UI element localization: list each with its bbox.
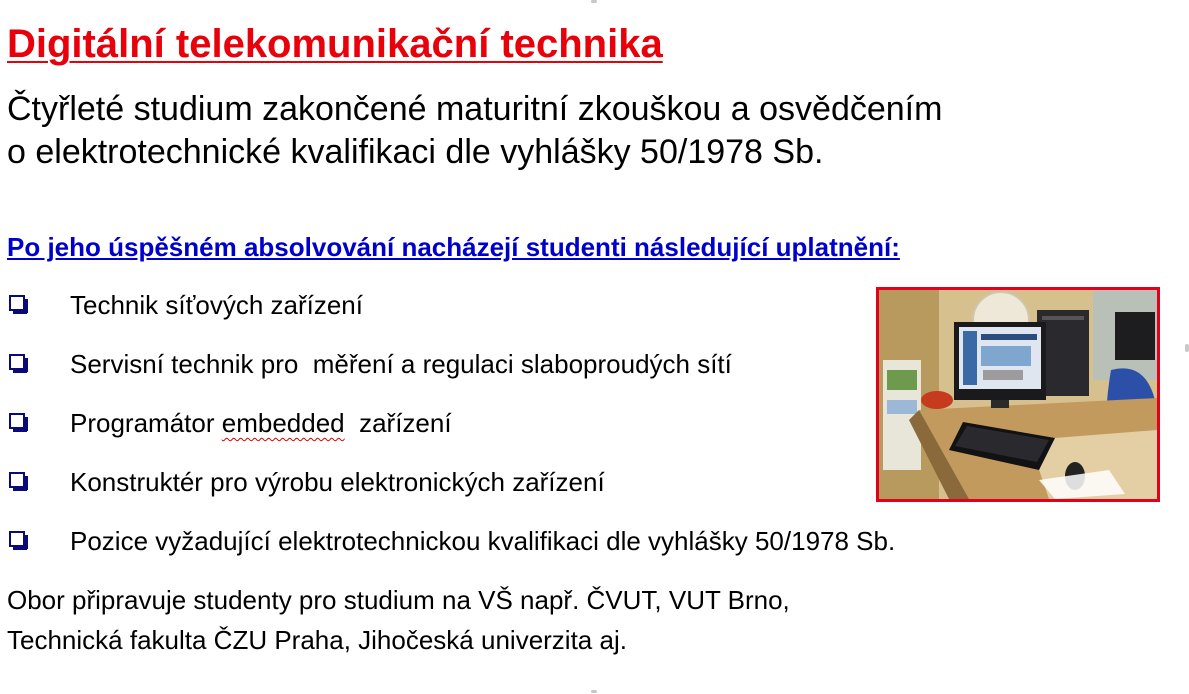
right-edge-marker [1185, 344, 1189, 352]
bullet-text: Servisní technik pro měření a regulaci slaboproudých sítí [70, 349, 732, 379]
spellcheck-marked-word: embedded [221, 408, 345, 438]
bullet-text: Pozice vyžadující elektrotechnickou kvalifikaci dle vyhlášky 50/1978 Sb. [70, 526, 896, 556]
bullet-text: Technik síťových zařízení [70, 290, 363, 320]
computer-workstation-illustration [879, 290, 1157, 499]
top-marker [591, 0, 597, 3]
section-heading: Po jeho úspěšném absolvování nacházejí studenti následující uplatnění: [7, 232, 900, 262]
subtitle-line-1: Čtyřleté studium zakončené maturitní zkouškou a osvědčením [7, 90, 943, 128]
subtitle [7, 88, 1107, 174]
bullet-text-before: Programátor [70, 408, 222, 438]
computer-workstation-photo [876, 287, 1160, 502]
checkbox-bullet-icon [9, 531, 25, 547]
bullet-text [70, 404, 452, 442]
footer-text [7, 580, 790, 660]
footer-line-2: Technická fakulta ČZU Praha, Jihočeská univerzita aj. [7, 625, 627, 655]
subtitle-line-2: o elektrotechnické kvalifikaci dle vyhlášky 50/1978 Sb. [7, 133, 824, 171]
bottom-marker [591, 690, 597, 693]
checkbox-bullet-icon [9, 354, 25, 370]
slide-title: Digitální telekomunikační technika [7, 22, 663, 66]
checkbox-bullet-icon [9, 413, 25, 429]
footer-line-1: Obor připravuje studenty pro studium na VŠ např. ČVUT, VUT Brno, [7, 585, 790, 615]
checkbox-bullet-icon [9, 295, 25, 311]
checkbox-bullet-icon [9, 472, 25, 488]
bullet-text-after: zařízení [344, 408, 452, 438]
bullet-text: Konstruktér pro výrobu elektronických zařízení [70, 467, 605, 497]
